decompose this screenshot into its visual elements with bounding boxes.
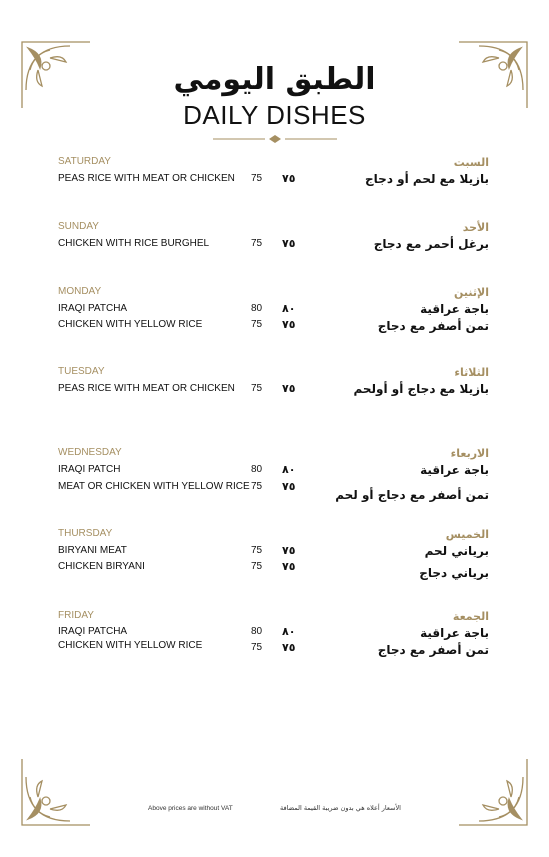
dish-name-arabic: تمن أصفر مع دجاج (377, 643, 489, 657)
dish-price-arabic: ٨٠ (282, 302, 296, 315)
dish-price: 75 (251, 545, 263, 556)
dish-price-arabic: ٧٥ (282, 544, 296, 557)
dish-price-arabic: ٧٥ (282, 318, 296, 331)
dish-name: IRAQI PATCHA (58, 626, 128, 637)
dish-name-arabic: برياني دجاج (419, 566, 489, 580)
dish-name-arabic: برغل أحمر مع دجاج (373, 237, 489, 251)
dish-price: 80 (251, 464, 263, 475)
day-name: WEDNESDAY (58, 447, 122, 458)
dish-name: IRAQI PATCH (58, 464, 121, 475)
day-name-arabic: السبت (453, 156, 489, 169)
dish-name-arabic: تمن أصفر مع دجاج أو لحم (335, 488, 489, 502)
dish-name-arabic: بازيلا مع دجاج أو أولحم (353, 382, 489, 396)
dish-price-arabic: ٧٥ (282, 560, 296, 573)
day-name: SUNDAY (58, 221, 99, 232)
dish-price-arabic: ٨٠ (282, 463, 296, 476)
dish-price: 75 (251, 383, 263, 394)
dish-name-arabic: برياني لحم (424, 544, 489, 558)
day-name-arabic: الإثنين (454, 286, 489, 299)
dish-name: MEAT OR CHICKEN WITH YELLOW RICE (58, 481, 250, 492)
dish-price-arabic: ٨٠ (282, 625, 296, 638)
page-title-arabic: الطبق اليومي (173, 62, 376, 97)
dish-name: CHICKEN WITH YELLOW RICE (58, 640, 203, 651)
dish-price: 75 (251, 173, 263, 184)
corner-ornament-icon (457, 757, 529, 827)
dish-name: CHICKEN BIRYANI (58, 561, 145, 572)
dish-name: PEAS RICE WITH MEAT OR CHICKEN (58, 173, 235, 184)
dish-price-arabic: ٧٥ (282, 641, 296, 654)
day-name: THURSDAY (58, 528, 113, 539)
corner-ornament-icon (20, 757, 92, 827)
day-name-arabic: الجمعة (452, 610, 489, 623)
dish-name-arabic: بازيلا مع لحم أو دجاج (365, 172, 489, 186)
day-name-arabic: الخميس (445, 528, 489, 541)
dish-name-arabic: باجة عراقية (420, 302, 489, 316)
day-name-arabic: الاربعاء (450, 447, 489, 460)
dish-price: 75 (251, 319, 263, 330)
dish-name-arabic: باجة عراقية (420, 626, 489, 640)
dish-name: IRAQI PATCHA (58, 303, 128, 314)
vat-note-arabic: الأسعار أعلاه هي بدون ضريبة القيمة المضافة (280, 804, 401, 812)
dish-name: CHICKEN WITH RICE BURGHEL (58, 238, 210, 249)
day-name-arabic: الأحد (462, 221, 489, 234)
day-name: TUESDAY (58, 366, 105, 377)
title-divider-icon (213, 134, 337, 144)
dish-price: 75 (251, 481, 263, 492)
dish-price: 80 (251, 303, 263, 314)
day-name: MONDAY (58, 286, 102, 297)
day-name: SATURDAY (58, 156, 111, 167)
dish-price-arabic: ٧٥ (282, 382, 296, 395)
day-name: FRIDAY (58, 610, 94, 621)
dish-price-arabic: ٧٥ (282, 237, 296, 250)
dish-name-arabic: باجة عراقية (420, 463, 489, 477)
dish-price: 75 (251, 238, 263, 249)
dish-price-arabic: ٧٥ (282, 172, 296, 185)
dish-price: 75 (251, 642, 263, 653)
dish-name-arabic: تمن أصفر مع دجاج (377, 319, 489, 333)
dish-price: 75 (251, 561, 263, 572)
dish-name: PEAS RICE WITH MEAT OR CHICKEN (58, 383, 235, 394)
day-name-arabic: الثلاثاء (454, 366, 489, 379)
page-title: DAILY DISHES (183, 100, 366, 130)
vat-note: Above prices are without VAT (148, 805, 233, 812)
dish-name: BIRYANI MEAT (58, 545, 127, 556)
dish-price-arabic: ٧٥ (282, 480, 296, 493)
dish-price: 80 (251, 626, 263, 637)
dish-name: CHICKEN WITH YELLOW RICE (58, 319, 203, 330)
